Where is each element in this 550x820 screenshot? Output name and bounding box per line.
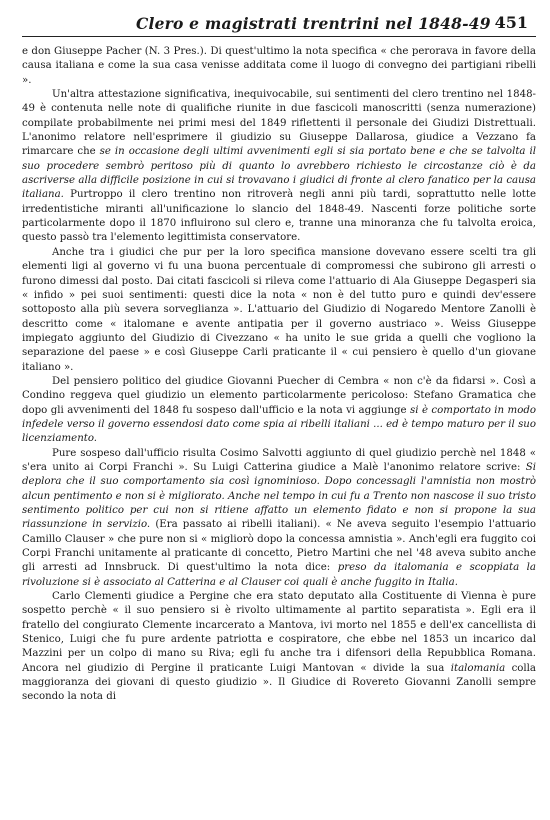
text-run: (Era passato ai ribelli italiani). « Ne aveva seguito l'esempio l'attuario Camillo Clauser » che pure non si « migliorò dopo la concessa amnistia ». Anch'egli era fuggito coi Corpi Franchi unitamente al praticante di concetto, Pietro Martini che nel '48 aveva subito anche gli arresti ad Innsbruck. Di quest'ultimo la nota dice: xyxy=(22,519,537,574)
text-run: colla maggioranza dei giovani di questo giudizio ». Il Giudice di Rovereto Giovanni Zanolli sempre secondo la nota di xyxy=(22,662,537,703)
paragraph xyxy=(22,590,536,705)
italic-quote: se in occasione degli ultimi avvenimenti egli si sia portato bene e che se talvolta il suo procedere sembrò peritoso più di quanto lo avrebbero richiesto le circostanze ciò è da ascriverse alla difficile posizione in cui si trovavano i giudici di fronte al clero fanatico per la causa italiana. xyxy=(22,146,536,201)
text-run: Purtroppo il clero trentino non ritroverà negli anni più tardi, soprattutto nelle lotte irredentistiche miranti all'unificazione lo slancio del 1848-49. Nascenti forze politiche sorte particolarmente dopo il 1870 influirono sul clero e, tranne una minoranza che fu talvolta eroica, questo passò tra l'elemento legittimista conservatore. xyxy=(22,189,536,244)
body-text xyxy=(22,45,536,705)
text-run: Del pensiero politico del giudice Giovanni Puecher di Cembra « non c'è da fidarsi ». Così a Condino reggeva quel giudizio un elemento particolarmente pericoloso: Stefano Gramatica che dopo gli avvenimenti del 1848 fu sospeso dall'ufficio e la nota vi aggiunge xyxy=(22,375,536,416)
paragraph xyxy=(22,88,536,246)
paragraph xyxy=(22,447,536,590)
italic-quote: Si deplora che il suo comportamento sia così ignominioso. Dopo concessagli l'amnistia non mostrò alcun pentimento e non si è migliorato. Anche nel tempo in cui fu a Trento non nascose il suo tristo sentimento politico per cui non si ritiene affatto un elemento fidato e non si propone la sua riassunzione in servizio. xyxy=(22,461,536,531)
running-header xyxy=(22,10,536,37)
italic-quote: si è comportato in modo infedele verso il governo essendosi dato come spia ai ribelli italiani ... ed è tempo maturo per il suo licenziamento. xyxy=(22,404,536,445)
italic-quote: preso da italomania e scoppiata la rivoluzione si è associato al Catterina e al Clauser coi quali è anche fuggito in Italia. xyxy=(22,562,537,588)
text-run: Pure sospeso dall'ufficio risulta Cosimo Salvotti aggiunto di quel giudizio perchè nel 1848 « s'era unito ai Corpi Franchi ». Su Luigi Catterina giudice a Malè l'anonimo relatore scrive: xyxy=(22,447,536,473)
running-title: Clero e magistrati trentrini nel 1848-49 xyxy=(136,14,491,33)
paragraph xyxy=(22,45,536,88)
paragraph xyxy=(22,375,536,447)
text-run: Carlo Clementi giudice a Pergine che era stato deputato alla Costituente di Vienna è pure sospetto perchè « il suo pensiero si è rivolto ultimamente al partito separatista ». Egli era il fratello del congiurato Clemente incarcerato a Mantova, ivi morto nel 1855 e dell'ex cancellista di Stenico, Luigi che fu pure ardente patriotta e cospiratore, che ebbe nel 1853 un incarico dal Mazzini per un colpo di mano su Riva; egli fu anche tra i difensori della Repubblica Romana. Ancora nel giudizio di Pergine il praticante Luigi Mantovan « divide la sua xyxy=(22,591,536,674)
page-number: 451 xyxy=(494,13,528,32)
paragraph xyxy=(22,246,536,375)
italic-word: italomania xyxy=(450,662,506,674)
text-run: Anche tra i giudici che pur per la loro specifica mansione dovevano essere scelti tra gli elementi ligi al governo vi fu una buona percentuale di compromessi che subirono gli arresti o furono dimessi dal posto. Dai citati fascicoli si rileva come l'attuario di Ala Giuseppe Degasperi sia « infido » pei suoi sentimenti: questi dice la nota « non è del tutto puro e quindi dev'essere sottoposto alla più severa sorveglianza ». L'attuario del Giudizio di Nogaredo Mentore Zanolli è descritto come « italomane e avente antipatia per il governo austriaco ». Weiss Giuseppe impiegato aggiunto del Giudizio di Civezzano « ha unito le sue grida a quelli che vogliono la separazione del paese » e così Giuseppe Carli praticante il « cui pensiero è quello d'un giovane italiano ». xyxy=(22,246,536,373)
text-run: e don Giuseppe Pacher (N. 3 Pres.). Di quest'ultimo la nota specifica « che perorava in favore della causa italiana e come la sua casa venisse additata come il luogo di convegno dei partigiani ribelli ». xyxy=(22,46,536,86)
text-run: Un'altra attestazione significativa, inequivocabile, sui sentimenti del clero trentino nel 1848-49 è contenuta nelle note di qualifiche riunite in due fascicoli manoscritti (senza numerazione) compilate probabilmente nei primi mesi del 1849 riflettenti il personale dei Giudizi Distrettuali. L'anonimo relatore nell'esprimere il giudizio su Giuseppe Dallarosa, giudice a Vezzano fa rimarcare che xyxy=(22,89,536,158)
